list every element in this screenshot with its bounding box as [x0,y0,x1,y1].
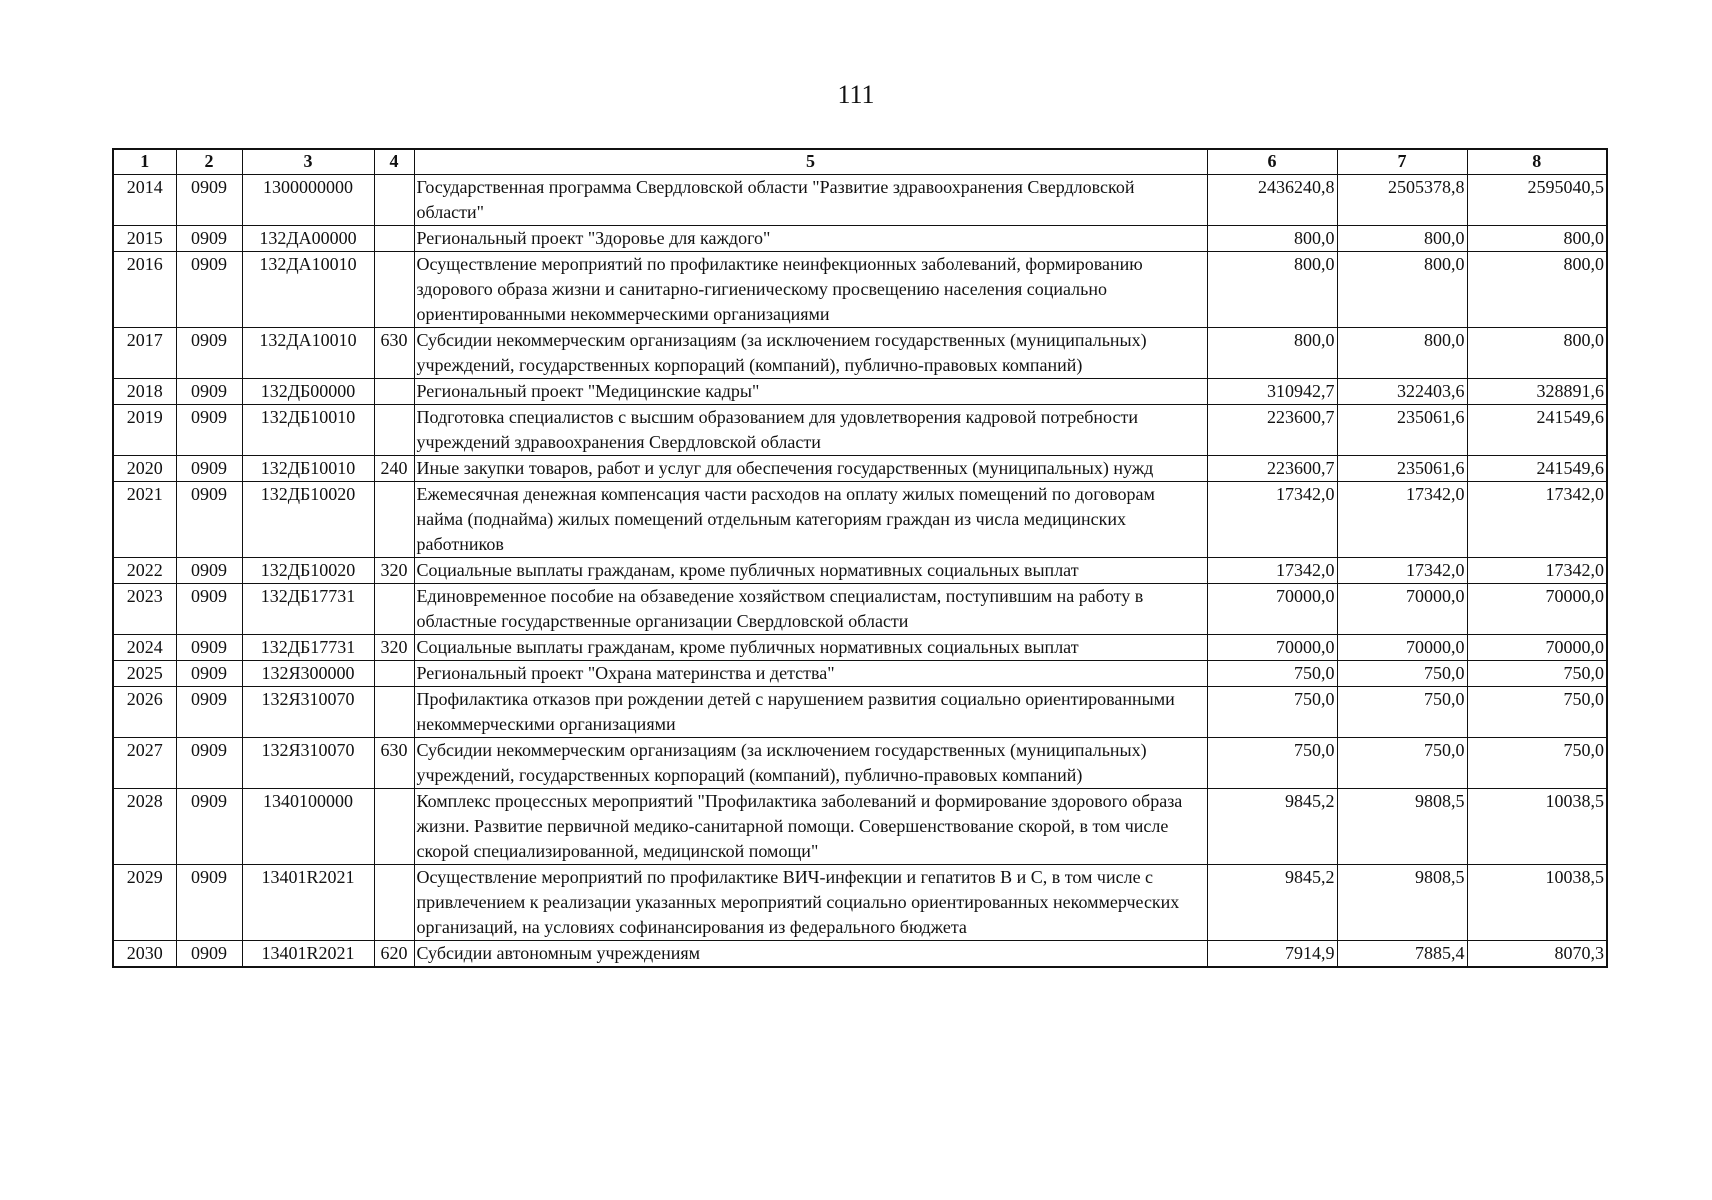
target-article-cell: 1340100000 [242,789,374,865]
table-row [113,687,1607,738]
header-col-1: 1 [113,149,176,175]
amount-col-6-cell: 750,0 [1207,738,1337,789]
row-number-cell: 2028 [113,789,176,865]
table-row [113,175,1607,226]
row-number-cell: 2023 [113,584,176,635]
row-number-cell: 2027 [113,738,176,789]
amount-col-8-cell: 328891,6 [1467,379,1607,405]
expense-type-cell [374,252,414,328]
header-col-7: 7 [1337,149,1467,175]
row-number-cell: 2022 [113,558,176,584]
amount-col-6-cell: 310942,7 [1207,379,1337,405]
amount-col-6-cell: 223600,7 [1207,456,1337,482]
amount-col-8-cell: 800,0 [1467,328,1607,379]
section-code-cell: 0909 [176,941,242,968]
target-article-cell: 132ДБ17731 [242,584,374,635]
item-name-cell: Осуществление мероприятий по профилактике ВИЧ-инфекции и гепатитов B и C, в том числе с привлечением к реализации указанных мероприятий социально ориентированных некоммерческих организаций, на условиях софинансирования из федерального бюджета [414,865,1207,941]
row-number-cell: 2018 [113,379,176,405]
target-article-cell: 132ДБ10010 [242,456,374,482]
header-col-4: 4 [374,149,414,175]
row-number-cell: 2029 [113,865,176,941]
header-col-6: 6 [1207,149,1337,175]
section-code-cell: 0909 [176,405,242,456]
item-name-cell: Единовременное пособие на обзаведение хозяйством специалистам, поступившим на работу в областные государственные организации Свердловской области [414,584,1207,635]
row-number-cell: 2019 [113,405,176,456]
table-row [113,405,1607,456]
header-col-3: 3 [242,149,374,175]
amount-col-8-cell: 17342,0 [1467,482,1607,558]
amount-col-7-cell: 17342,0 [1337,482,1467,558]
amount-col-8-cell: 800,0 [1467,252,1607,328]
table-row [113,226,1607,252]
section-code-cell: 0909 [176,865,242,941]
amount-col-7-cell: 800,0 [1337,226,1467,252]
row-number-cell: 2017 [113,328,176,379]
amount-col-8-cell: 241549,6 [1467,456,1607,482]
amount-col-7-cell: 235061,6 [1337,456,1467,482]
item-name-cell: Профилактика отказов при рождении детей с нарушением развития социально ориентированными некоммерческими организациями [414,687,1207,738]
header-col-8: 8 [1467,149,1607,175]
row-number-cell: 2014 [113,175,176,226]
amount-col-6-cell: 70000,0 [1207,584,1337,635]
amount-col-7-cell: 750,0 [1337,661,1467,687]
section-code-cell: 0909 [176,584,242,635]
target-article-cell: 132ДА10010 [242,252,374,328]
amount-col-8-cell: 750,0 [1467,738,1607,789]
target-article-cell: 13401R2021 [242,865,374,941]
table-row [113,584,1607,635]
section-code-cell: 0909 [176,482,242,558]
row-number-cell: 2021 [113,482,176,558]
amount-col-7-cell: 2505378,8 [1337,175,1467,226]
target-article-cell: 132ДА00000 [242,226,374,252]
amount-col-7-cell: 70000,0 [1337,584,1467,635]
row-number-cell: 2020 [113,456,176,482]
expense-type-cell: 630 [374,328,414,379]
table-row [113,941,1607,968]
section-code-cell: 0909 [176,379,242,405]
header-row [113,149,1607,175]
expense-type-cell [374,405,414,456]
target-article-cell: 13401R2021 [242,941,374,968]
expense-type-cell [374,687,414,738]
section-code-cell: 0909 [176,789,242,865]
target-article-cell: 132ДБ10020 [242,558,374,584]
expense-type-cell [374,789,414,865]
table-row [113,482,1607,558]
item-name-cell: Государственная программа Свердловской области "Развитие здравоохранения Свердловской области" [414,175,1207,226]
budget-table [112,148,1608,968]
amount-col-7-cell: 70000,0 [1337,635,1467,661]
amount-col-6-cell: 800,0 [1207,328,1337,379]
row-number-cell: 2015 [113,226,176,252]
item-name-cell: Социальные выплаты гражданам, кроме публичных нормативных социальных выплат [414,558,1207,584]
amount-col-7-cell: 9808,5 [1337,789,1467,865]
item-name-cell: Подготовка специалистов с высшим образованием для удовлетворения кадровой потребности учреждений здравоохранения Свердловской области [414,405,1207,456]
expense-type-cell [374,175,414,226]
row-number-cell: 2030 [113,941,176,968]
amount-col-8-cell: 8070,3 [1467,941,1607,968]
amount-col-7-cell: 17342,0 [1337,558,1467,584]
amount-col-7-cell: 235061,6 [1337,405,1467,456]
expense-type-cell: 320 [374,558,414,584]
amount-col-8-cell: 750,0 [1467,661,1607,687]
table-row [113,865,1607,941]
amount-col-7-cell: 7885,4 [1337,941,1467,968]
item-name-cell: Осуществление мероприятий по профилактике неинфекционных заболеваний, формированию здорового образа жизни и санитарно-гигиеническому просвещению населения социально ориентированными некоммерческими организациями [414,252,1207,328]
amount-col-7-cell: 9808,5 [1337,865,1467,941]
amount-col-8-cell: 10038,5 [1467,789,1607,865]
table-row [113,789,1607,865]
target-article-cell: 132Я310070 [242,687,374,738]
table-row [113,558,1607,584]
amount-col-8-cell: 2595040,5 [1467,175,1607,226]
target-article-cell: 1300000000 [242,175,374,226]
amount-col-8-cell: 70000,0 [1467,584,1607,635]
section-code-cell: 0909 [176,456,242,482]
table-row [113,661,1607,687]
target-article-cell: 132ДБ17731 [242,635,374,661]
section-code-cell: 0909 [176,635,242,661]
header-col-2: 2 [176,149,242,175]
item-name-cell: Региональный проект "Охрана материнства и детства" [414,661,1207,687]
table-row [113,252,1607,328]
amount-col-6-cell: 750,0 [1207,661,1337,687]
item-name-cell: Субсидии некоммерческим организациям (за исключением государственных (муниципальных) учреждений, государственных корпораций (компаний), публично-правовых компаний) [414,738,1207,789]
section-code-cell: 0909 [176,226,242,252]
amount-col-8-cell: 241549,6 [1467,405,1607,456]
amount-col-6-cell: 9845,2 [1207,865,1337,941]
expense-type-cell: 320 [374,635,414,661]
header-col-5: 5 [414,149,1207,175]
row-number-cell: 2024 [113,635,176,661]
item-name-cell: Региональный проект "Медицинские кадры" [414,379,1207,405]
item-name-cell: Социальные выплаты гражданам, кроме публичных нормативных социальных выплат [414,635,1207,661]
target-article-cell: 132ДА10010 [242,328,374,379]
amount-col-6-cell: 7914,9 [1207,941,1337,968]
expense-type-cell [374,661,414,687]
row-number-cell: 2026 [113,687,176,738]
item-name-cell: Субсидии автономным учреждениям [414,941,1207,968]
item-name-cell: Иные закупки товаров, работ и услуг для обеспечения государственных (муниципальных) нужд [414,456,1207,482]
amount-col-6-cell: 223600,7 [1207,405,1337,456]
target-article-cell: 132Я300000 [242,661,374,687]
row-number-cell: 2025 [113,661,176,687]
amount-col-6-cell: 17342,0 [1207,558,1337,584]
target-article-cell: 132Я310070 [242,738,374,789]
section-code-cell: 0909 [176,687,242,738]
amount-col-6-cell: 800,0 [1207,252,1337,328]
amount-col-6-cell: 2436240,8 [1207,175,1337,226]
table-row [113,738,1607,789]
amount-col-8-cell: 10038,5 [1467,865,1607,941]
expense-type-cell [374,584,414,635]
expense-type-cell [374,482,414,558]
amount-col-8-cell: 17342,0 [1467,558,1607,584]
amount-col-6-cell: 9845,2 [1207,789,1337,865]
target-article-cell: 132ДБ10020 [242,482,374,558]
expense-type-cell [374,226,414,252]
item-name-cell: Ежемесячная денежная компенсация части расходов на оплату жилых помещений по договорам найма (поднайма) жилых помещений отдельным категориям граждан из числа медицинских работников [414,482,1207,558]
expense-type-cell: 240 [374,456,414,482]
amount-col-7-cell: 750,0 [1337,687,1467,738]
table-row [113,635,1607,661]
item-name-cell: Субсидии некоммерческим организациям (за исключением государственных (муниципальных) учреждений, государственных корпораций (компаний), публично-правовых компаний) [414,328,1207,379]
table-row [113,328,1607,379]
amount-col-8-cell: 800,0 [1467,226,1607,252]
target-article-cell: 132ДБ10010 [242,405,374,456]
amount-col-6-cell: 70000,0 [1207,635,1337,661]
item-name-cell: Комплекс процессных мероприятий "Профилактика заболеваний и формирование здорового образа жизни. Развитие первичной медико-санитарной помощи. Совершенствование скорой, в том числе скорой специализированной, медицинской помощи" [414,789,1207,865]
page-number: 111 [837,80,875,109]
section-code-cell: 0909 [176,558,242,584]
amount-col-7-cell: 750,0 [1337,738,1467,789]
table-row [113,456,1607,482]
section-code-cell: 0909 [176,252,242,328]
amount-col-6-cell: 17342,0 [1207,482,1337,558]
item-name-cell: Региональный проект "Здоровье для каждого" [414,226,1207,252]
amount-col-8-cell: 750,0 [1467,687,1607,738]
section-code-cell: 0909 [176,175,242,226]
section-code-cell: 0909 [176,328,242,379]
table-body [113,175,1607,968]
expense-type-cell [374,865,414,941]
section-code-cell: 0909 [176,661,242,687]
section-code-cell: 0909 [176,738,242,789]
amount-col-6-cell: 800,0 [1207,226,1337,252]
amount-col-7-cell: 322403,6 [1337,379,1467,405]
amount-col-7-cell: 800,0 [1337,252,1467,328]
amount-col-6-cell: 750,0 [1207,687,1337,738]
expense-type-cell [374,379,414,405]
target-article-cell: 132ДБ00000 [242,379,374,405]
table-row [113,379,1607,405]
row-number-cell: 2016 [113,252,176,328]
amount-col-7-cell: 800,0 [1337,328,1467,379]
expense-type-cell: 620 [374,941,414,968]
expense-type-cell: 630 [374,738,414,789]
amount-col-8-cell: 70000,0 [1467,635,1607,661]
